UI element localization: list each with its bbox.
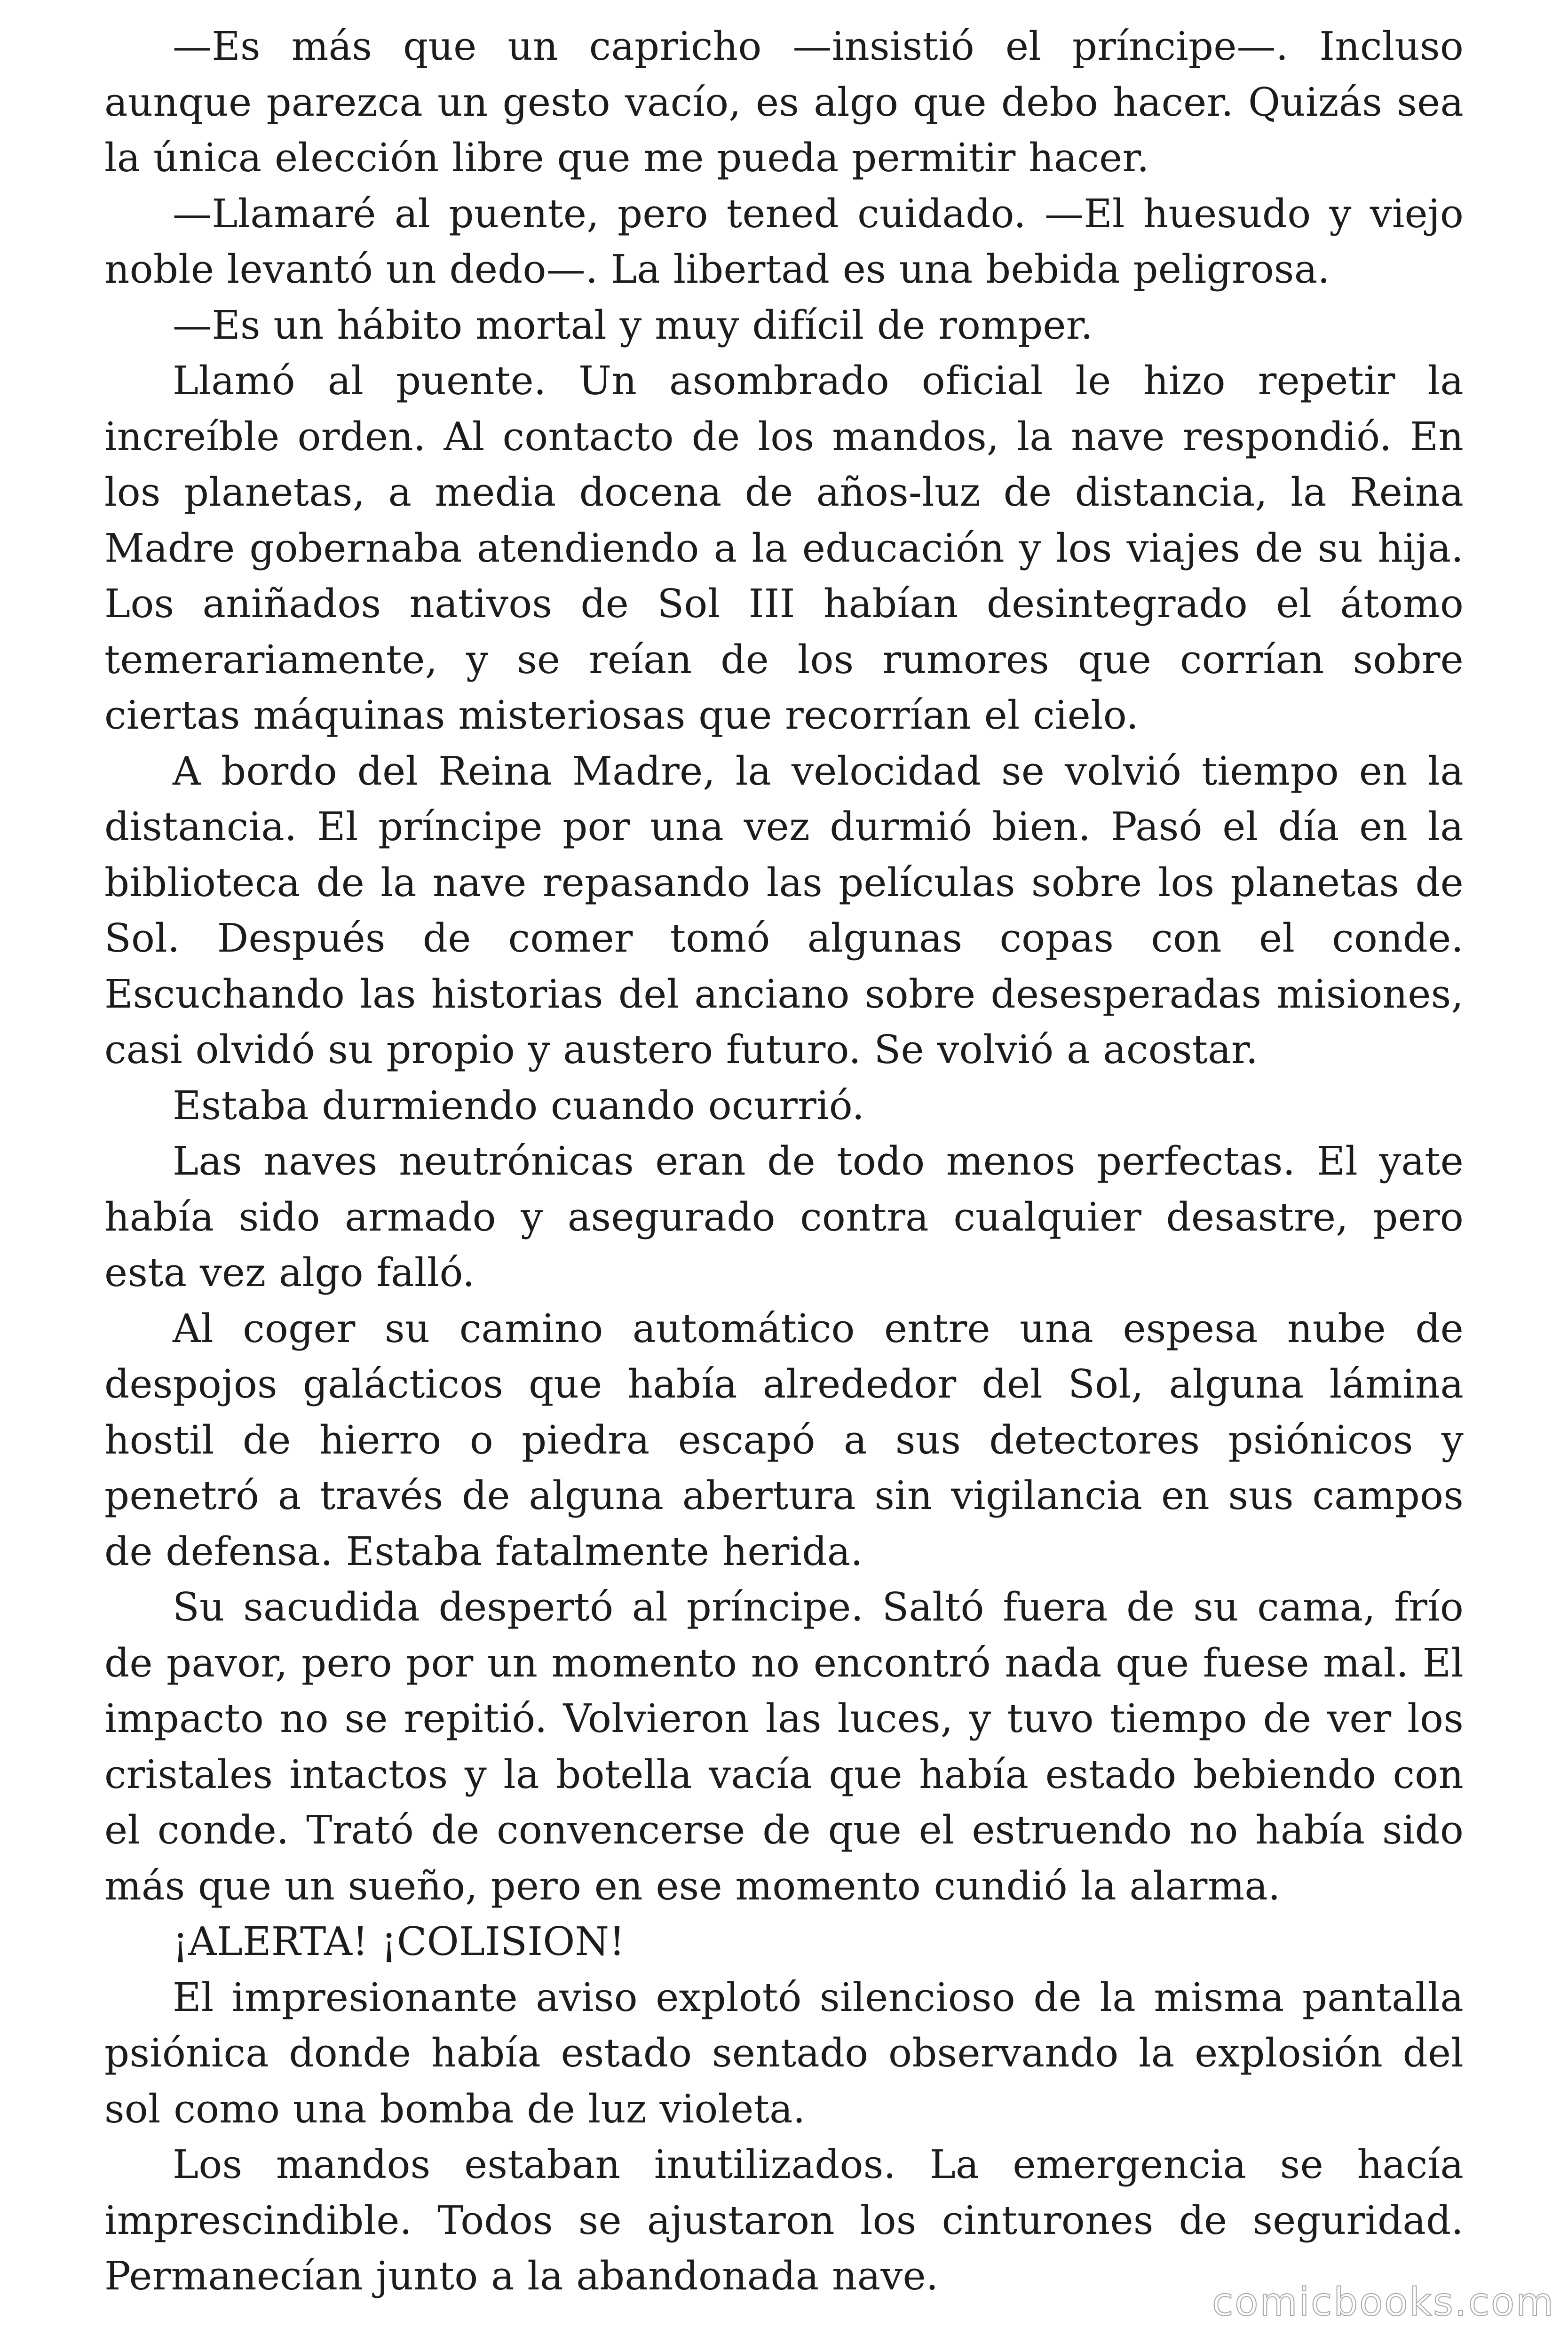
paragraph: Los mandos estaban inutilizados. La emergencia se hacía imprescindible. Todos se ajustaron los cinturones de seguridad. Permanecían junto a la abandonada nave.: [104, 2142, 1464, 2299]
paragraph: —Llamaré al puente, pero tened cuidado. —El huesudo y viejo noble levantó un dedo—. La libertad es una bebida peligrosa.: [104, 191, 1464, 292]
watermark-logo: comicbooks.com: [1212, 2280, 1555, 2325]
paragraph: A bordo del Reina Madre, la velocidad se volvió tiempo en la distancia. El príncipe por una vez durmió bien. Pasó el día en la biblioteca de la nave repasando las películas sobre los planetas de Sol. Después de comer tomó algunas copas con el conde. Escuchando las historias del anciano sobre desesperadas misiones, casi olvidó su propio y austero futuro. Se volvió a acostar.: [104, 748, 1464, 1073]
paragraph: —Es más que un capricho —insistió el príncipe—. Incluso aunque parezca un gesto vacío, es algo que debo hacer. Quizás sea la única elección libre que me pueda permitir hacer.: [104, 24, 1464, 181]
paragraph: Su sacudida despertó al príncipe. Saltó fuera de su cama, frío de pavor, pero por un momento no encontró nada que fuese mal. El impacto no se repitió. Volvieron las luces, y tuvo tiempo de ver los cristales intactos y la botella vacía que había estado bebiendo con el conde. Trató de convencerse de que el estruendo no había sido más que un sueño, pero en ese momento cundió la alarma.: [104, 1584, 1464, 1909]
paragraph: El impresionante aviso explotó silencioso de la misma pantalla psiónica donde había estado sentado observando la explosión del sol como una bomba de luz violeta.: [104, 1974, 1464, 2132]
paragraph: Estaba durmiendo cuando ocurrió.: [173, 1082, 865, 1128]
paragraph: —Es un hábito mortal y muy difícil de romper.: [173, 302, 1093, 348]
body-text: [104, 19, 1464, 2304]
paragraph: Al coger su camino automático entre una espesa nube de despojos galácticos que había alrededor del Sol, alguna lámina hostil de hierro o piedra escapó a sus detectores psiónicos y penetró a través de alguna abertura sin vigilancia en sus campos de defensa. Estaba fatalmente herida.: [104, 1305, 1464, 1574]
paragraph: Llamó al puente. Un asombrado oficial le hizo repetir la increíble orden. Al contacto de los mandos, la nave respondió. En los planetas, a media docena de años-luz de distancia, la Reina Madre gobernaba atendiendo a la educación y los viajes de su hija. Los aniñados nativos de Sol III habían desintegrado el átomo temerariamente, y se reían de los rumores que corrían sobre ciertas máquinas misteriosas que recorrían el cielo.: [104, 358, 1464, 738]
paragraph: ¡ALERTA! ¡COLISION!: [173, 1919, 625, 1964]
book-page: [104, 19, 1464, 2324]
paragraph: Las naves neutrónicas eran de todo menos perfectas. El yate había sido armado y asegurado contra cualquier desastre, pero esta vez algo falló.: [104, 1138, 1464, 1295]
